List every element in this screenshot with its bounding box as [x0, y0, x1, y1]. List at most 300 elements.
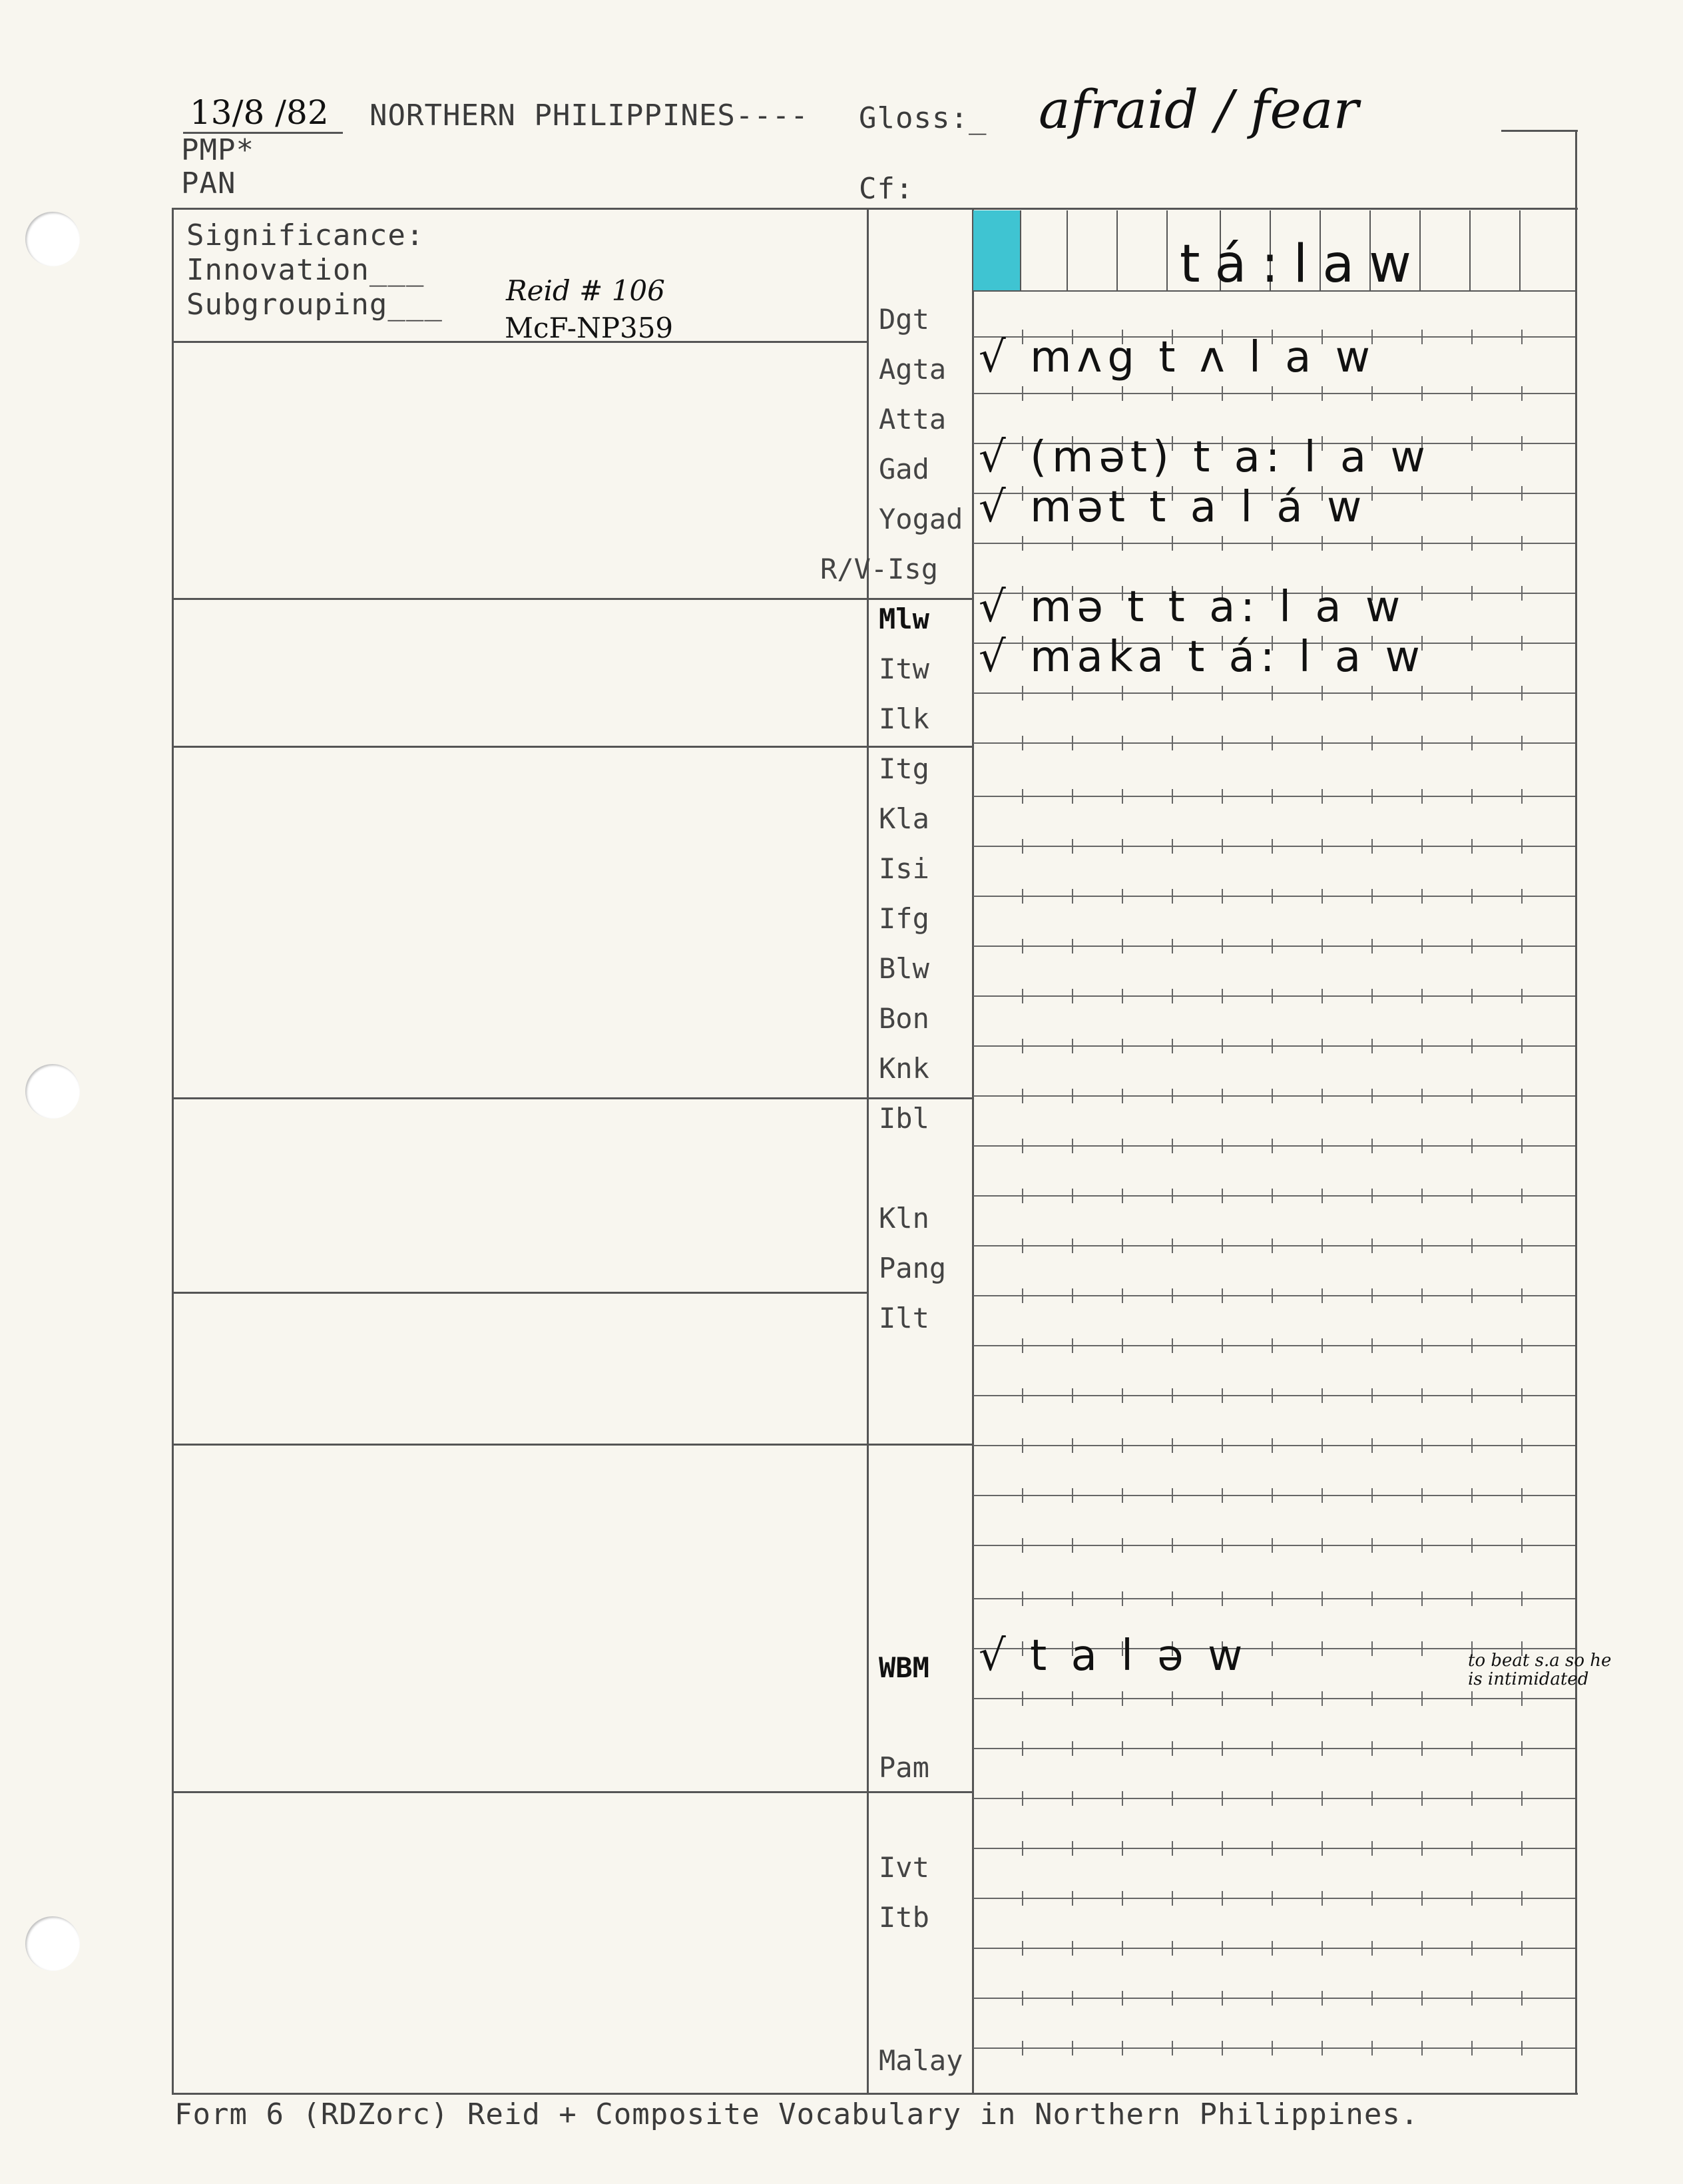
rule-tick: [1322, 1538, 1323, 1553]
entry-rule: [973, 1495, 1575, 1496]
rule-tick: [1222, 1891, 1223, 1906]
rule-tick: [1371, 536, 1373, 551]
rule-tick: [1521, 789, 1523, 804]
rule-tick: [1272, 939, 1273, 954]
rule-tick: [1371, 1139, 1373, 1153]
rule-tick: [1022, 939, 1023, 954]
rule-tick: [1471, 1941, 1473, 1956]
rule-tick: [1371, 1089, 1373, 1103]
rule-tick: [1521, 686, 1523, 700]
rule-tick: [1521, 1189, 1523, 1203]
rule-tick: [1421, 586, 1423, 601]
rule-tick: [1022, 386, 1023, 401]
rule-tick: [1421, 1388, 1423, 1403]
grid-col: [1067, 210, 1068, 292]
rule-tick: [1072, 1338, 1073, 1353]
rule-tick: [1471, 1591, 1473, 1606]
rule-tick: [1022, 1941, 1023, 1956]
entry-rule: [973, 1698, 1575, 1699]
rule-tick: [1371, 1388, 1373, 1403]
rule-tick: [1022, 1089, 1023, 1103]
rule-tick: [1521, 1039, 1523, 1053]
rule-tick: [1322, 1288, 1323, 1303]
rule-tick: [1471, 889, 1473, 904]
rule-tick: [1371, 789, 1373, 804]
rule-tick: [1371, 736, 1373, 750]
rule-tick: [1421, 1488, 1423, 1503]
wbm-note: to beat s.a so he is intimidated: [1468, 1651, 1612, 1689]
rule-tick: [1322, 1641, 1323, 1656]
rule-tick: [1471, 1438, 1473, 1453]
rule-tick: [1222, 2041, 1223, 2055]
rule-tick: [1172, 1288, 1173, 1303]
rule-tick: [1322, 1139, 1323, 1153]
rule-tick: [1421, 736, 1423, 750]
rule-tick: [1421, 789, 1423, 804]
rule-tick: [1122, 686, 1123, 700]
rule-tick: [1172, 1591, 1173, 1606]
rule-tick: [1421, 1841, 1423, 1856]
language-code: Kln: [879, 1202, 929, 1234]
rule-tick: [1172, 1741, 1173, 1756]
rule-tick: [1421, 1691, 1423, 1706]
rule-tick: [1521, 536, 1523, 551]
rule-tick: [1172, 1039, 1173, 1053]
language-code: Bon: [879, 1002, 929, 1035]
rule-tick: [1521, 1691, 1523, 1706]
rule-tick: [1022, 1039, 1023, 1053]
rule-tick: [1122, 736, 1123, 750]
language-form: √ mə t t a: l a w: [979, 583, 1406, 632]
rule-tick: [1421, 1139, 1423, 1153]
rule-tick: [1371, 1891, 1373, 1906]
language-code: Atta: [879, 403, 947, 435]
rule-tick: [1322, 1791, 1323, 1806]
rule-tick: [1421, 1941, 1423, 1956]
rule-tick: [1471, 330, 1473, 344]
rule-tick: [1371, 939, 1373, 954]
rule-tick: [1022, 1438, 1023, 1453]
language-code: Malay: [879, 2044, 963, 2077]
rule-tick: [1172, 1941, 1173, 1956]
rule-tick: [1272, 1991, 1273, 2006]
left-divider-7: [172, 1791, 972, 1793]
rule-tick: [1471, 736, 1473, 750]
rule-tick: [1172, 1388, 1173, 1403]
language-code: Kla: [879, 802, 929, 835]
rule-tick: [1022, 1288, 1023, 1303]
rule-tick: [1521, 2041, 1523, 2055]
rule-tick: [1272, 1488, 1273, 1503]
rule-tick: [1172, 536, 1173, 551]
rule-tick: [1471, 1189, 1473, 1203]
rule-tick: [1471, 1089, 1473, 1103]
rule-tick: [1022, 2041, 1023, 2055]
rule-tick: [1072, 1538, 1073, 1553]
rule-tick: [1521, 330, 1523, 344]
rule-tick: [1521, 1438, 1523, 1453]
language-code: Gad: [879, 453, 929, 485]
rule-tick: [1471, 989, 1473, 1003]
entry-rule: [973, 692, 1575, 694]
rule-tick: [1022, 736, 1023, 750]
rule-tick: [1072, 1438, 1073, 1453]
rule-tick: [1172, 1438, 1173, 1453]
rule-tick: [1471, 1841, 1473, 1856]
rule-tick: [1122, 1238, 1123, 1253]
rule-tick: [1072, 386, 1073, 401]
rule-tick: [1272, 1941, 1273, 1956]
language-form: √ mʌg t ʌ l a w: [979, 333, 1375, 382]
rule-tick: [1122, 839, 1123, 854]
rule-tick: [1172, 1238, 1173, 1253]
rule-tick: [1471, 686, 1473, 700]
rule-tick: [1521, 989, 1523, 1003]
rule-tick: [1371, 386, 1373, 401]
rule-tick: [1521, 1991, 1523, 2006]
rule-tick: [1471, 2041, 1473, 2055]
rule-tick: [1122, 1039, 1123, 1053]
rule-tick: [1272, 1691, 1273, 1706]
rule-tick: [1421, 839, 1423, 854]
rule-tick: [1471, 1488, 1473, 1503]
rule-tick: [1521, 939, 1523, 954]
rule-tick: [1222, 1039, 1223, 1053]
rule-tick: [1471, 436, 1473, 451]
rule-tick: [1072, 1139, 1073, 1153]
language-code: Knk: [879, 1052, 929, 1085]
rule-tick: [1022, 1538, 1023, 1553]
binder-hole-top: [25, 212, 80, 266]
rule-tick: [1371, 1691, 1373, 1706]
left-divider-5: [172, 1292, 867, 1294]
highlight-cell: [973, 210, 1020, 292]
rule-tick: [1521, 1238, 1523, 1253]
rule-tick: [1322, 1591, 1323, 1606]
rule-tick: [1322, 1941, 1323, 1956]
rule-tick: [1172, 1891, 1173, 1906]
rule-tick: [1471, 586, 1473, 601]
rule-tick: [1022, 686, 1023, 700]
language-form: √ maka t á: l a w: [979, 633, 1425, 682]
language-form: √ (mət) t a: l a w: [979, 433, 1431, 482]
rule-tick: [1172, 1841, 1173, 1856]
entry-rule: [973, 1345, 1575, 1346]
binder-hole-middle: [25, 1064, 80, 1119]
rule-tick: [1072, 1791, 1073, 1806]
rule-tick: [1072, 1591, 1073, 1606]
entry-rule: [973, 1948, 1575, 1949]
language-code: Ilt: [879, 1302, 929, 1334]
rule-tick: [1272, 1288, 1273, 1303]
rule-tick: [1322, 736, 1323, 750]
rule-tick: [1072, 1991, 1073, 2006]
rule-tick: [1172, 1791, 1173, 1806]
language-code: Yogad: [879, 503, 963, 535]
gloss-value: afraid / fear: [1039, 79, 1359, 140]
language-form: √ mət t a l á w: [979, 483, 1367, 532]
rule-tick: [1521, 1338, 1523, 1353]
header-top-rule: [1501, 130, 1578, 132]
rule-tick: [1122, 1288, 1123, 1303]
rule-tick: [1521, 889, 1523, 904]
rule-tick: [1072, 889, 1073, 904]
frame-bottom: [172, 2093, 1578, 2095]
rule-tick: [1471, 1691, 1473, 1706]
grid-col: [1469, 210, 1471, 292]
rule-tick: [1421, 939, 1423, 954]
rule-tick: [1272, 839, 1273, 854]
rule-tick: [1272, 1189, 1273, 1203]
rule-tick: [1072, 1238, 1073, 1253]
entry-rule: [973, 1095, 1575, 1097]
language-code: Pam: [879, 1751, 929, 1784]
rule-tick: [1272, 1238, 1273, 1253]
rule-tick: [1122, 1189, 1123, 1203]
rule-tick: [1521, 436, 1523, 451]
entry-rule: [973, 896, 1575, 897]
rule-tick: [1272, 1741, 1273, 1756]
rule-tick: [1172, 839, 1173, 854]
rule-tick: [1022, 1841, 1023, 1856]
rule-tick: [1172, 1139, 1173, 1153]
rule-tick: [1371, 889, 1373, 904]
rule-tick: [1222, 1591, 1223, 1606]
rule-tick: [1322, 1841, 1323, 1856]
rule-tick: [1521, 1288, 1523, 1303]
rule-tick: [1122, 1691, 1123, 1706]
language-code: Blw: [879, 952, 929, 985]
rule-tick: [1521, 586, 1523, 601]
rule-tick: [1272, 1338, 1273, 1353]
rule-tick: [1322, 839, 1323, 854]
rule-tick: [1471, 1338, 1473, 1353]
rule-tick: [1322, 1991, 1323, 2006]
rule-tick: [1421, 889, 1423, 904]
rule-tick: [1172, 736, 1173, 750]
page-title: NORTHERN PHILIPPINES----: [369, 99, 809, 133]
rule-tick: [1471, 636, 1473, 651]
cf-label: Cf:: [859, 172, 914, 206]
rule-tick: [1022, 839, 1023, 854]
rule-tick: [1022, 1388, 1023, 1403]
rule-tick: [1022, 1991, 1023, 2006]
rule-tick: [1272, 536, 1273, 551]
rule-tick: [1421, 536, 1423, 551]
entry-rule: [973, 1295, 1575, 1296]
rule-tick: [1272, 1538, 1273, 1553]
rule-tick: [1222, 889, 1223, 904]
grid-col: [1519, 210, 1521, 292]
entry-rule: [973, 1998, 1575, 1999]
rule-tick: [1122, 1591, 1123, 1606]
rule-tick: [1022, 1139, 1023, 1153]
rule-tick: [1122, 1488, 1123, 1503]
rule-tick: [1122, 386, 1123, 401]
rule-tick: [1471, 1039, 1473, 1053]
rule-tick: [1222, 386, 1223, 401]
rule-tick: [1122, 789, 1123, 804]
rule-tick: [1371, 839, 1373, 854]
rule-tick: [1272, 386, 1273, 401]
rule-tick: [1122, 2041, 1123, 2055]
rule-tick: [1122, 1941, 1123, 1956]
rule-tick: [1022, 1488, 1023, 1503]
binder-hole-bottom: [25, 1916, 80, 1971]
rule-tick: [1222, 1189, 1223, 1203]
rule-tick: [1222, 1791, 1223, 1806]
rule-tick: [1072, 839, 1073, 854]
entry-rule: [973, 796, 1575, 797]
rule-tick: [1471, 1791, 1473, 1806]
frame-left: [172, 208, 174, 2095]
entry-rule: [973, 946, 1575, 947]
rule-tick: [1322, 939, 1323, 954]
rule-tick: [1172, 386, 1173, 401]
rule-tick: [1072, 989, 1073, 1003]
rule-tick: [1172, 989, 1173, 1003]
rule-tick: [1421, 1189, 1423, 1203]
rule-tick: [1371, 1438, 1373, 1453]
pan-label: PAN: [181, 166, 236, 200]
rule-tick: [1222, 1538, 1223, 1553]
rule-tick: [1322, 1891, 1323, 1906]
rule-tick: [1421, 330, 1423, 344]
rule-tick: [1172, 686, 1173, 700]
language-code: WBM: [879, 1651, 929, 1684]
rule-tick: [1471, 939, 1473, 954]
rule-tick: [1222, 1941, 1223, 1956]
rule-tick: [1022, 789, 1023, 804]
rule-tick: [1421, 1288, 1423, 1303]
entry-rule: [973, 1045, 1575, 1047]
entry-rule: [973, 1395, 1575, 1396]
entry-rule: [973, 1545, 1575, 1546]
rule-tick: [1471, 1991, 1473, 2006]
rule-tick: [1371, 1841, 1373, 1856]
rule-tick: [1322, 789, 1323, 804]
entry-rule: [973, 1798, 1575, 1799]
rule-tick: [1371, 1538, 1373, 1553]
rule-tick: [1371, 1039, 1373, 1053]
rule-tick: [1222, 1338, 1223, 1353]
rule-tick: [1322, 1338, 1323, 1353]
rule-tick: [1272, 2041, 1273, 2055]
rule-tick: [1371, 1189, 1373, 1203]
rule-tick: [1272, 1591, 1273, 1606]
entry-rule: [973, 1195, 1575, 1197]
rule-tick: [1322, 889, 1323, 904]
grid-col: [1166, 210, 1168, 292]
date: 13/8 /82: [190, 93, 329, 132]
rule-tick: [1022, 536, 1023, 551]
rule-tick: [1122, 1841, 1123, 1856]
rule-tick: [1421, 1591, 1423, 1606]
rule-tick: [1122, 1438, 1123, 1453]
rule-tick: [1172, 1189, 1173, 1203]
entry-rule: [973, 543, 1575, 544]
language-code: Ivt: [879, 1851, 929, 1884]
rule-tick: [1471, 1388, 1473, 1403]
language-code: Mlw: [879, 603, 929, 635]
rule-tick: [1421, 1089, 1423, 1103]
rule-tick: [1471, 1741, 1473, 1756]
rule-tick: [1222, 789, 1223, 804]
rule-tick: [1022, 1791, 1023, 1806]
pmp-label: PMP*: [181, 133, 254, 167]
rule-tick: [1222, 1741, 1223, 1756]
rule-tick: [1322, 386, 1323, 401]
rule-tick: [1421, 989, 1423, 1003]
rule-tick: [1471, 486, 1473, 501]
rule-tick: [1022, 1338, 1023, 1353]
rule-tick: [1421, 2041, 1423, 2055]
rule-tick: [1122, 1089, 1123, 1103]
rule-tick: [1072, 1891, 1073, 1906]
rule-tick: [1421, 1641, 1423, 1656]
rule-tick: [1421, 386, 1423, 401]
rule-tick: [1421, 1791, 1423, 1806]
rule-tick: [1122, 1891, 1123, 1906]
left-divider-3: [172, 746, 972, 748]
rule-tick: [1421, 1438, 1423, 1453]
rule-tick: [1072, 1288, 1073, 1303]
rule-tick: [1072, 1039, 1073, 1053]
rule-tick: [1421, 686, 1423, 700]
rule-tick: [1222, 736, 1223, 750]
language-code: Itb: [879, 1901, 929, 1934]
rule-tick: [1521, 1089, 1523, 1103]
rule-tick: [1521, 1388, 1523, 1403]
language-code: Itg: [879, 752, 929, 785]
rule-tick: [1521, 486, 1523, 501]
rule-tick: [1222, 1841, 1223, 1856]
rule-tick: [1222, 1488, 1223, 1503]
rule-tick: [1371, 1791, 1373, 1806]
rule-tick: [1471, 789, 1473, 804]
language-code: Isi: [879, 852, 929, 885]
rule-tick: [1421, 486, 1423, 501]
rule-tick: [1322, 1388, 1323, 1403]
rule-tick: [1521, 1538, 1523, 1553]
rule-tick: [1072, 2041, 1073, 2055]
language-code: Ibl: [879, 1102, 929, 1135]
rule-tick: [1371, 2041, 1373, 2055]
rule-tick: [1322, 1039, 1323, 1053]
rule-tick: [1172, 1538, 1173, 1553]
rule-tick: [1122, 1388, 1123, 1403]
rule-tick: [1022, 1189, 1023, 1203]
rule-tick: [1521, 386, 1523, 401]
entry-rule: [973, 2048, 1575, 2049]
rule-tick: [1022, 889, 1023, 904]
column-divider-lang: [867, 208, 869, 2095]
reference-reid: Reid # 106: [506, 274, 665, 307]
grid-col: [1020, 210, 1021, 292]
gloss-label: Gloss:_: [859, 101, 987, 135]
rule-tick: [1471, 536, 1473, 551]
rule-tick: [1222, 1991, 1223, 2006]
significance-title: Significance:: [186, 218, 425, 252]
rule-tick: [1222, 839, 1223, 854]
rule-tick: [1222, 1438, 1223, 1453]
rule-tick: [1322, 1238, 1323, 1253]
language-code: Ilk: [879, 702, 929, 735]
rule-tick: [1272, 1641, 1273, 1656]
language-code: Agta: [879, 353, 947, 386]
rule-tick: [1222, 1691, 1223, 1706]
rule-tick: [1521, 1791, 1523, 1806]
